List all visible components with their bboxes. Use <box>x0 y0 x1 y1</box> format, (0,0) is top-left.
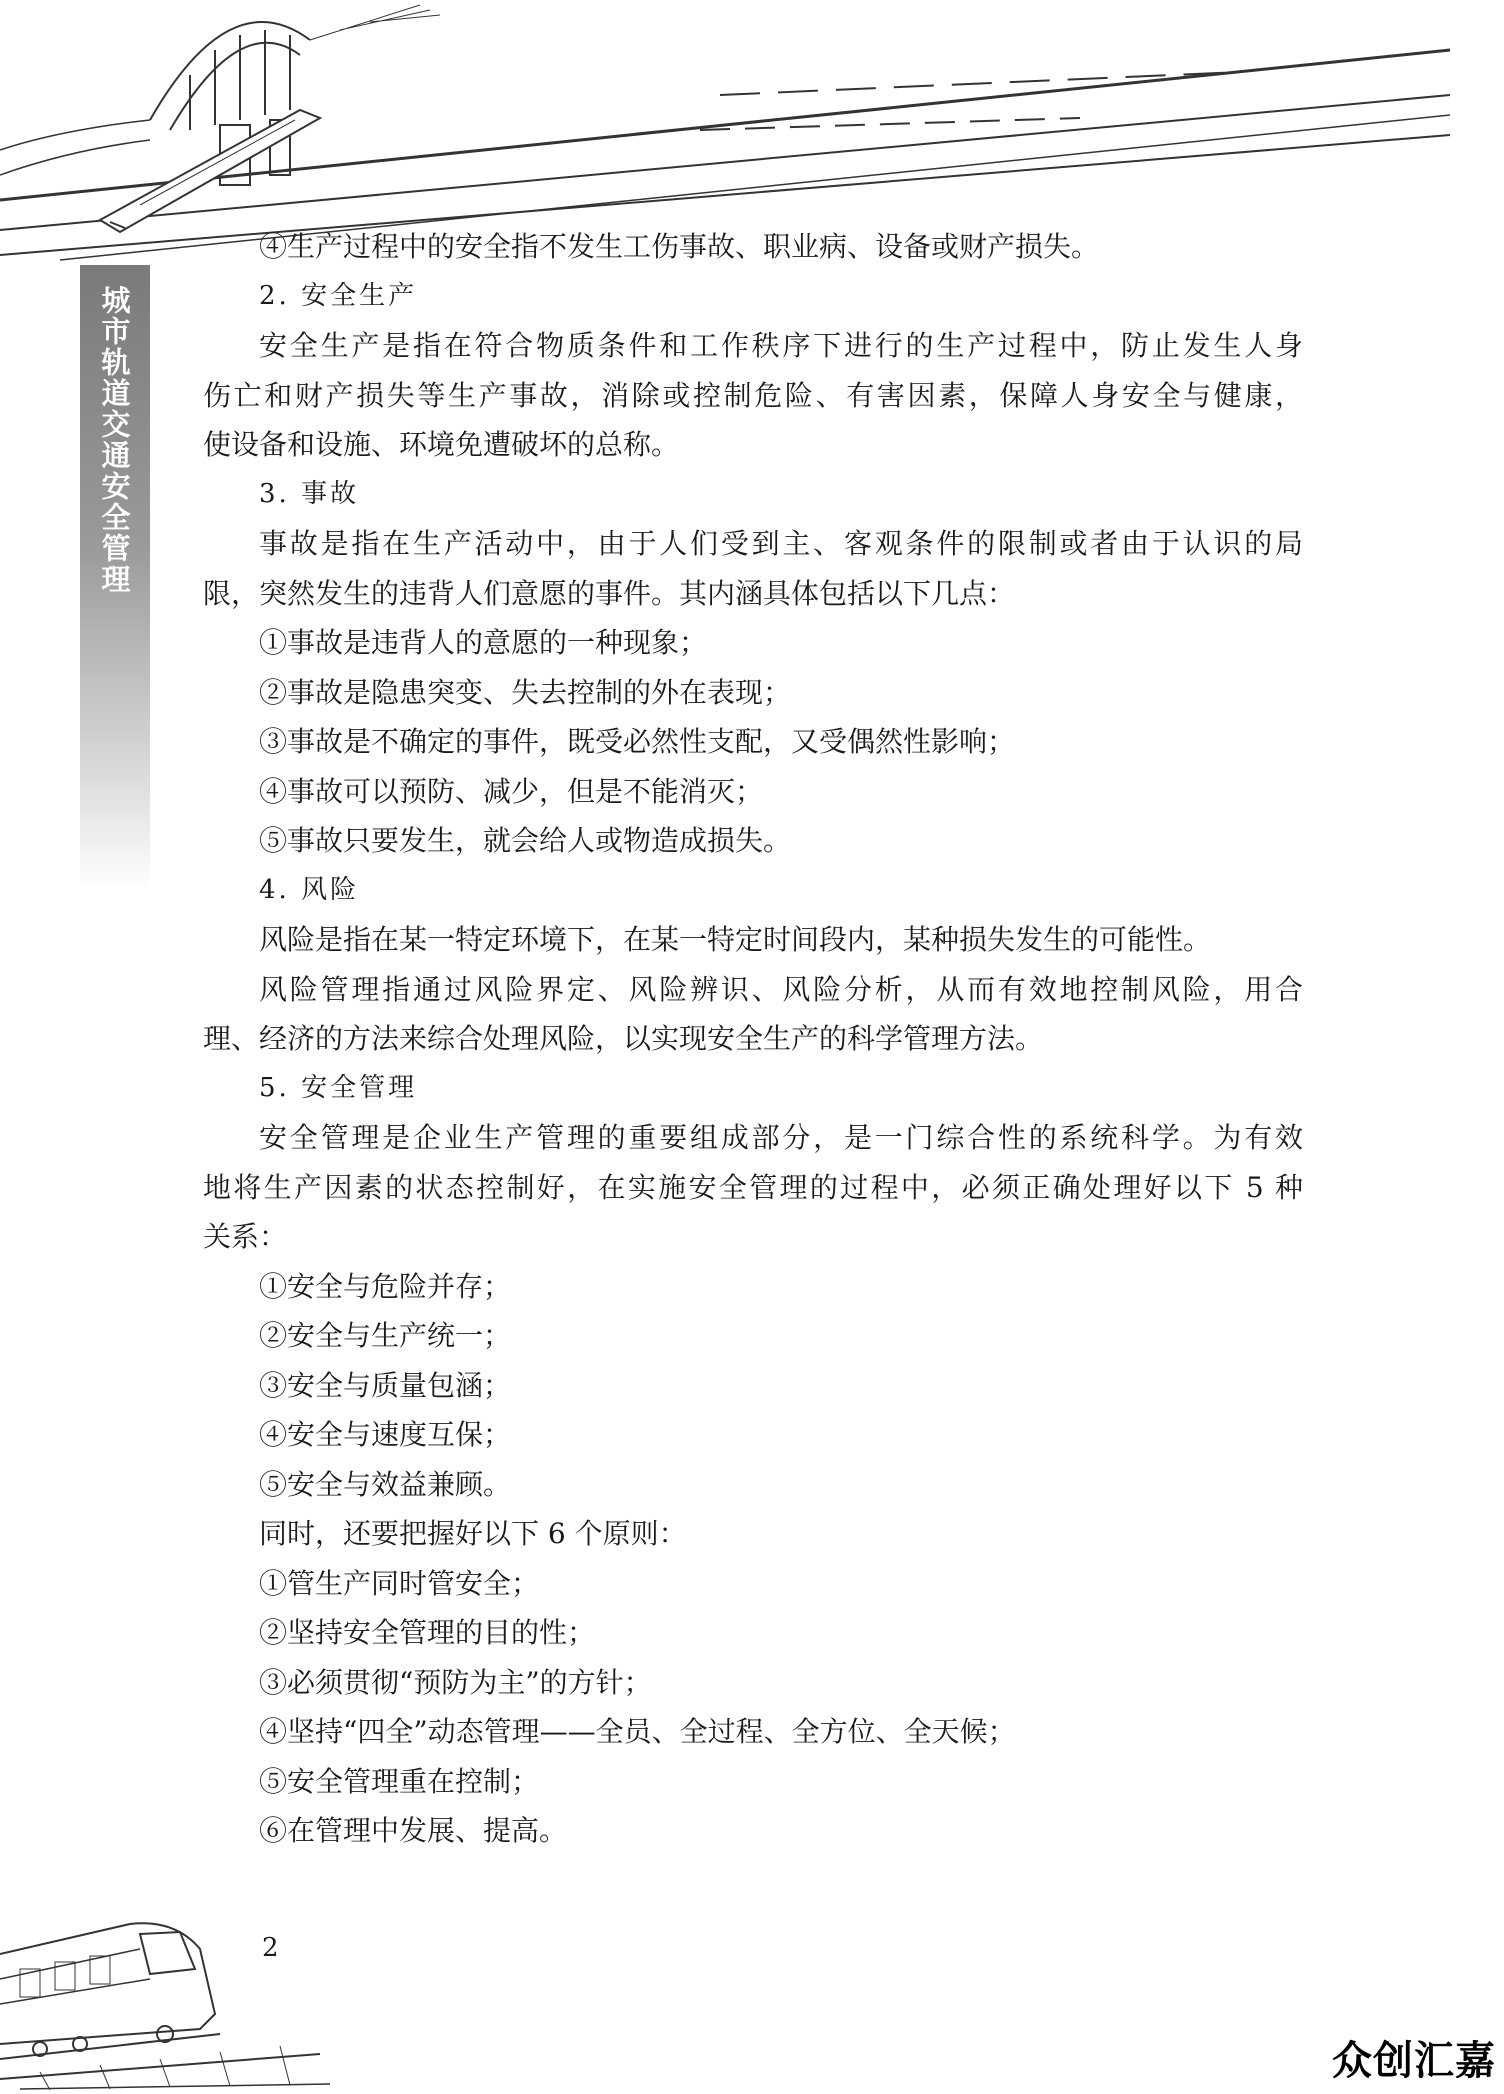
paragraph-line: 事故是指在生产活动中，由于人们受到主、客观条件的限制或者由于认识的局 <box>259 527 1303 560</box>
paragraph-line: 使设备和设施、环境免遭破坏的总称。 <box>203 428 680 461</box>
list-item: ③安全与质量包涵； <box>259 1368 512 1402</box>
item-no-loss: ④生产过程中的安全指不发生工伤事故、职业病、设备或财产损失。 <box>259 230 1100 263</box>
section-heading-accident: 3. 事故 <box>259 478 360 509</box>
side-tab-title: 城市轨道交通安全管理 <box>97 285 132 595</box>
list-item: ①安全与危险并存； <box>259 1269 512 1303</box>
footer-train-illustration <box>0 1894 340 2094</box>
list-item: ③必须贯彻“预防为主”的方针； <box>259 1665 652 1699</box>
paragraph-line: 伤亡和财产损失等生产事故，消除或控制危险、有害因素，保障人身安全与健康， <box>203 378 1303 412</box>
paragraph-line: 风险管理指通过风险界定、风险辨识、风险分析，从而有效地控制风险，用合 <box>259 972 1303 1006</box>
list-item: ④坚持“四全”动态管理——全员、全过程、全方位、全天候； <box>259 1715 1016 1748</box>
list-item: ②安全与生产统一； <box>259 1319 512 1352</box>
page-number: 2 <box>262 1933 279 1963</box>
list-item: ③事故是不确定的事件，既受必然性支配，又受偶然性影响； <box>259 725 1016 758</box>
side-chapter-tab <box>80 265 150 890</box>
list-item: ①事故是违背人的意愿的一种现象； <box>259 626 708 659</box>
list-item: ②坚持安全管理的目的性； <box>259 1616 596 1649</box>
paragraph-line: 限，突然发生的违背人们意愿的事件。其内涵具体包括以下几点： <box>203 576 1016 610</box>
paragraph-line: 风险是指在某一特定环境下，在某一特定时间段内，某种损失发生的可能性。 <box>259 923 1212 956</box>
paragraph-line: 地将生产因素的状态控制好，在实施安全管理的过程中，必须正确处理好以下 5 种 <box>203 1170 1303 1204</box>
paragraph-line: 理、经济的方法来综合处理风险，以实现安全生产的科学管理方法。 <box>203 1022 1044 1055</box>
watermark-logo: 众创汇嘉 <box>1332 2038 1496 2084</box>
paragraph-line: 安全生产是指在符合物质条件和工作秩序下进行的生产过程中，防止发生人身 <box>259 329 1303 362</box>
list-item: ⑥在管理中发展、提高。 <box>259 1814 568 1847</box>
page-content <box>203 222 1303 1856</box>
list-item: ⑤事故只要发生，就会给人或物造成损失。 <box>259 824 792 857</box>
principles-intro: 同时，还要把握好以下 6 个原则： <box>259 1517 687 1550</box>
list-item: ⑤安全管理重在控制； <box>259 1764 540 1798</box>
list-item: ⑤安全与效益兼顾。 <box>259 1467 512 1501</box>
list-item: ②事故是隐患突变、失去控制的外在表现； <box>259 675 792 709</box>
list-item: ④事故可以预防、减少，但是不能消灭； <box>259 774 764 808</box>
section-heading-safety-production: 2. 安全生产 <box>259 280 418 311</box>
list-item: ①管生产同时管安全； <box>259 1566 540 1600</box>
paragraph-line: 安全管理是企业生产管理的重要组成部分，是一门综合性的系统科学。为有效 <box>259 1121 1303 1154</box>
paragraph-line: 关系： <box>203 1220 288 1253</box>
section-heading-safety-management: 5. 安全管理 <box>259 1072 418 1103</box>
list-item: ④安全与速度互保； <box>259 1418 512 1451</box>
section-heading-risk: 4. 风险 <box>259 874 360 905</box>
